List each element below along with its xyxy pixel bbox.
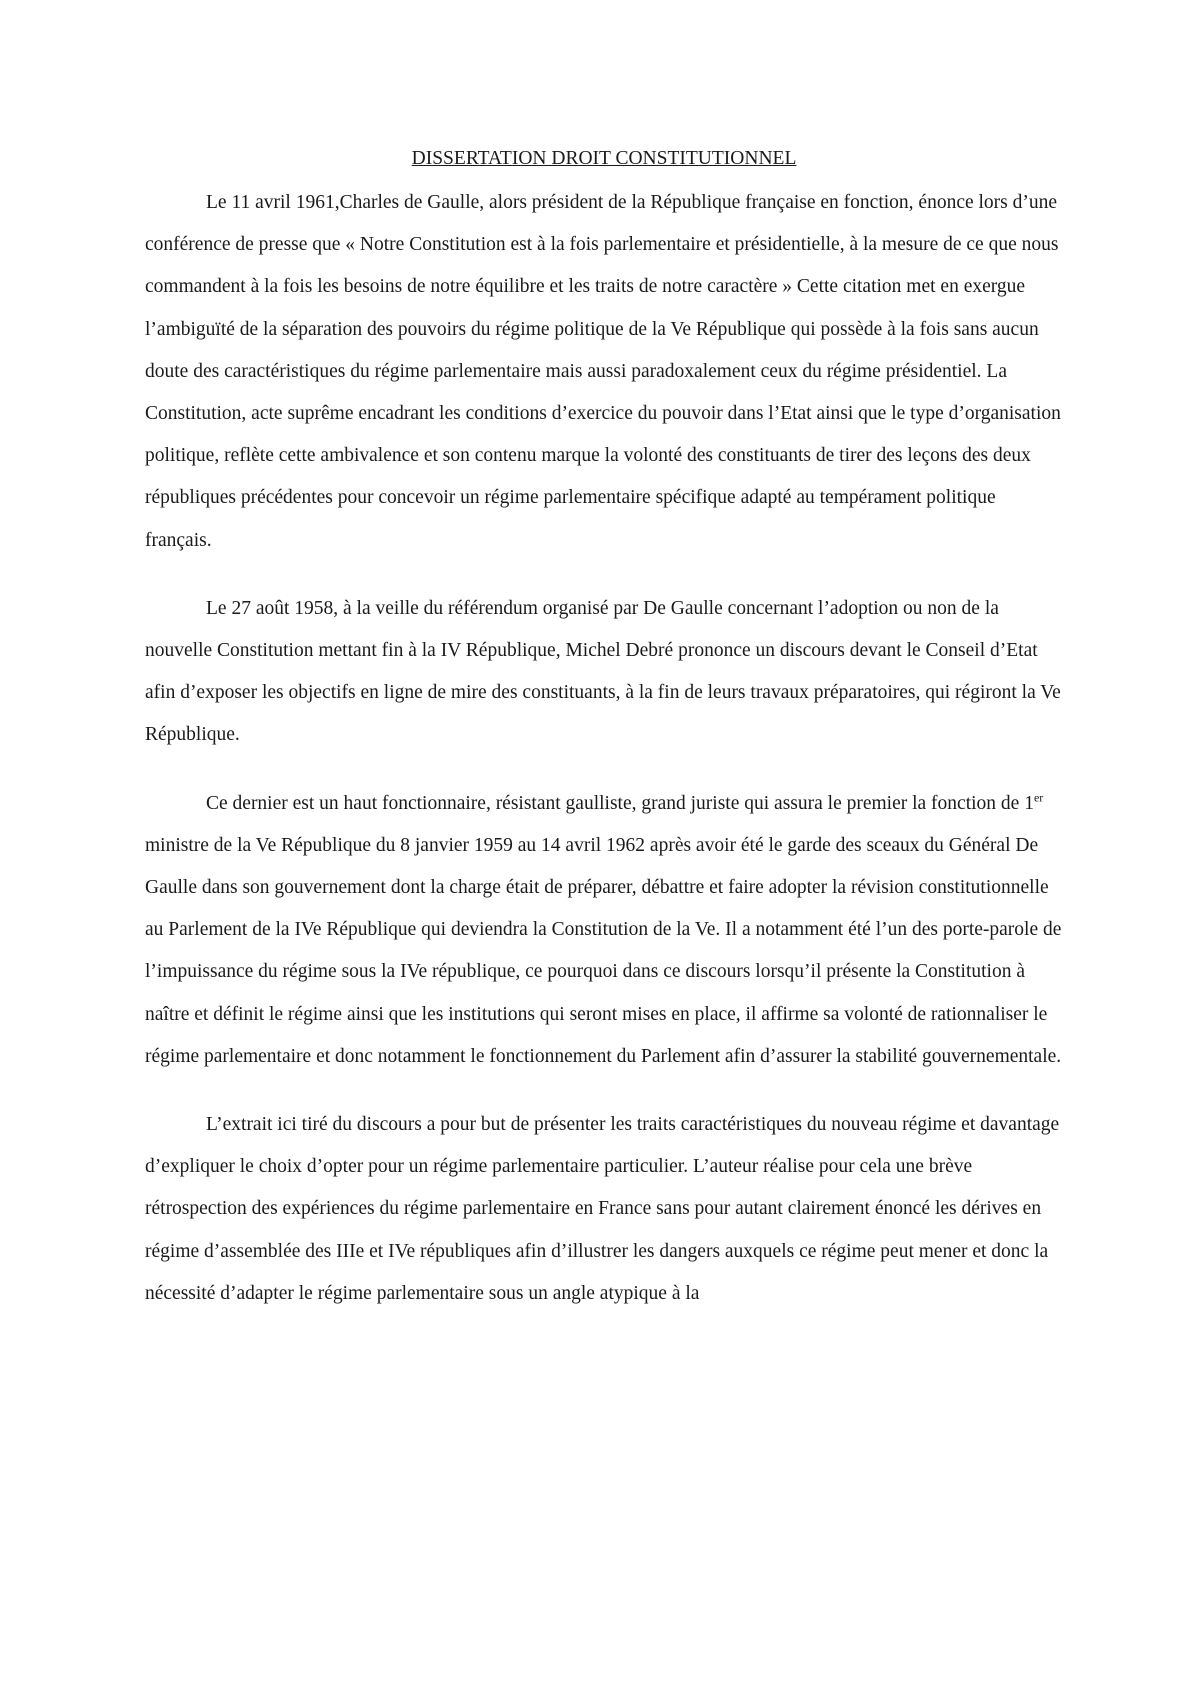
document-body (145, 142, 1063, 1315)
ordinal-superscript: er (1033, 790, 1044, 805)
paragraph-3 (145, 783, 1063, 1078)
document-title: DISSERTATION DROIT CONSTITUTIONNEL (411, 148, 797, 169)
paragraph-3-part-2: ministre de la Ve République du 8 janvier 1959 au 14 avril 1962 après avoir été le garde des sceaux du Général De Gaulle dans son gouvernement dont la charge était de préparer, débattre et faire adopter la révision constitutionnelle au Parlement de la IVe République qui deviendra la Constitution de la Ve. Il a notamment été l’un des porte-parole de l’impuissance du régime sous la IVe république, ce pourquoi dans ce discours lorsqu’il présente la Constitution à naître et définit le régime ainsi que les institutions qui seront mises en place, il affirme sa volonté de rationnaliser le régime parlementaire et donc notamment le fonctionnement du Parlement afin d’assurer la stabilité gouvernementale. (145, 834, 1062, 1067)
paragraph-4: L’extrait ici tiré du discours a pour but de présenter les traits caractéristiques du nouveau régime et davantage d’expliquer le choix d’opter pour un régime parlementaire particulier. L’auteur réalise pour cela une brève rétrospection des expériences du régime parlementaire en France sans pour autant clairement énoncé les dérives en régime d’assemblée des IIIe et IVe républiques afin d’illustrer les dangers auxquels ce régime peut mener et donc la nécessité d’adapter le régime parlementaire sous un angle atypique à la (145, 1114, 1060, 1304)
paragraph-2: Le 27 août 1958, à la veille du référendum organisé par De Gaulle concernant l’adoption ou non de la nouvelle Constitution mettant fin à la IV République, Michel Debré prononce un discours devant le Conseil d’Etat afin d’exposer les objectifs en ligne de mire des constituants, à la fin de leurs travaux préparatoires, qui régiront la Ve République. (145, 597, 1061, 746)
paragraph-3-part-1: Ce dernier est un haut fonctionnaire, résistant gaulliste, grand juriste qui assura le premier la fonction de 1 (206, 792, 1034, 814)
paragraph-1: Le 11 avril 1961,Charles de Gaulle, alors président de la République française en fonction, énonce lors d’une conférence de presse que « Notre Constitution est à la fois parlementaire et présidentielle, à la mesure de ce que nous commandent à la fois les besoins de notre équilibre et les traits de notre caractère » Cette citation met en exergue l’ambiguïté de la séparation des pouvoirs du régime politique de la Ve République qui possède à la fois sans aucun doute des caractéristiques du régime parlementaire mais aussi paradoxalement ceux du régime présidentiel. La Constitution, acte suprême encadrant les conditions d’exercice du pouvoir dans l’Etat ainsi que le type d’organisation politique, reflète cette ambivalence et son contenu marque la volonté des constituants de tirer des leçons des deux républiques précédentes pour concevoir un régime parlementaire spécifique adapté au tempérament politique français. (145, 192, 1061, 551)
